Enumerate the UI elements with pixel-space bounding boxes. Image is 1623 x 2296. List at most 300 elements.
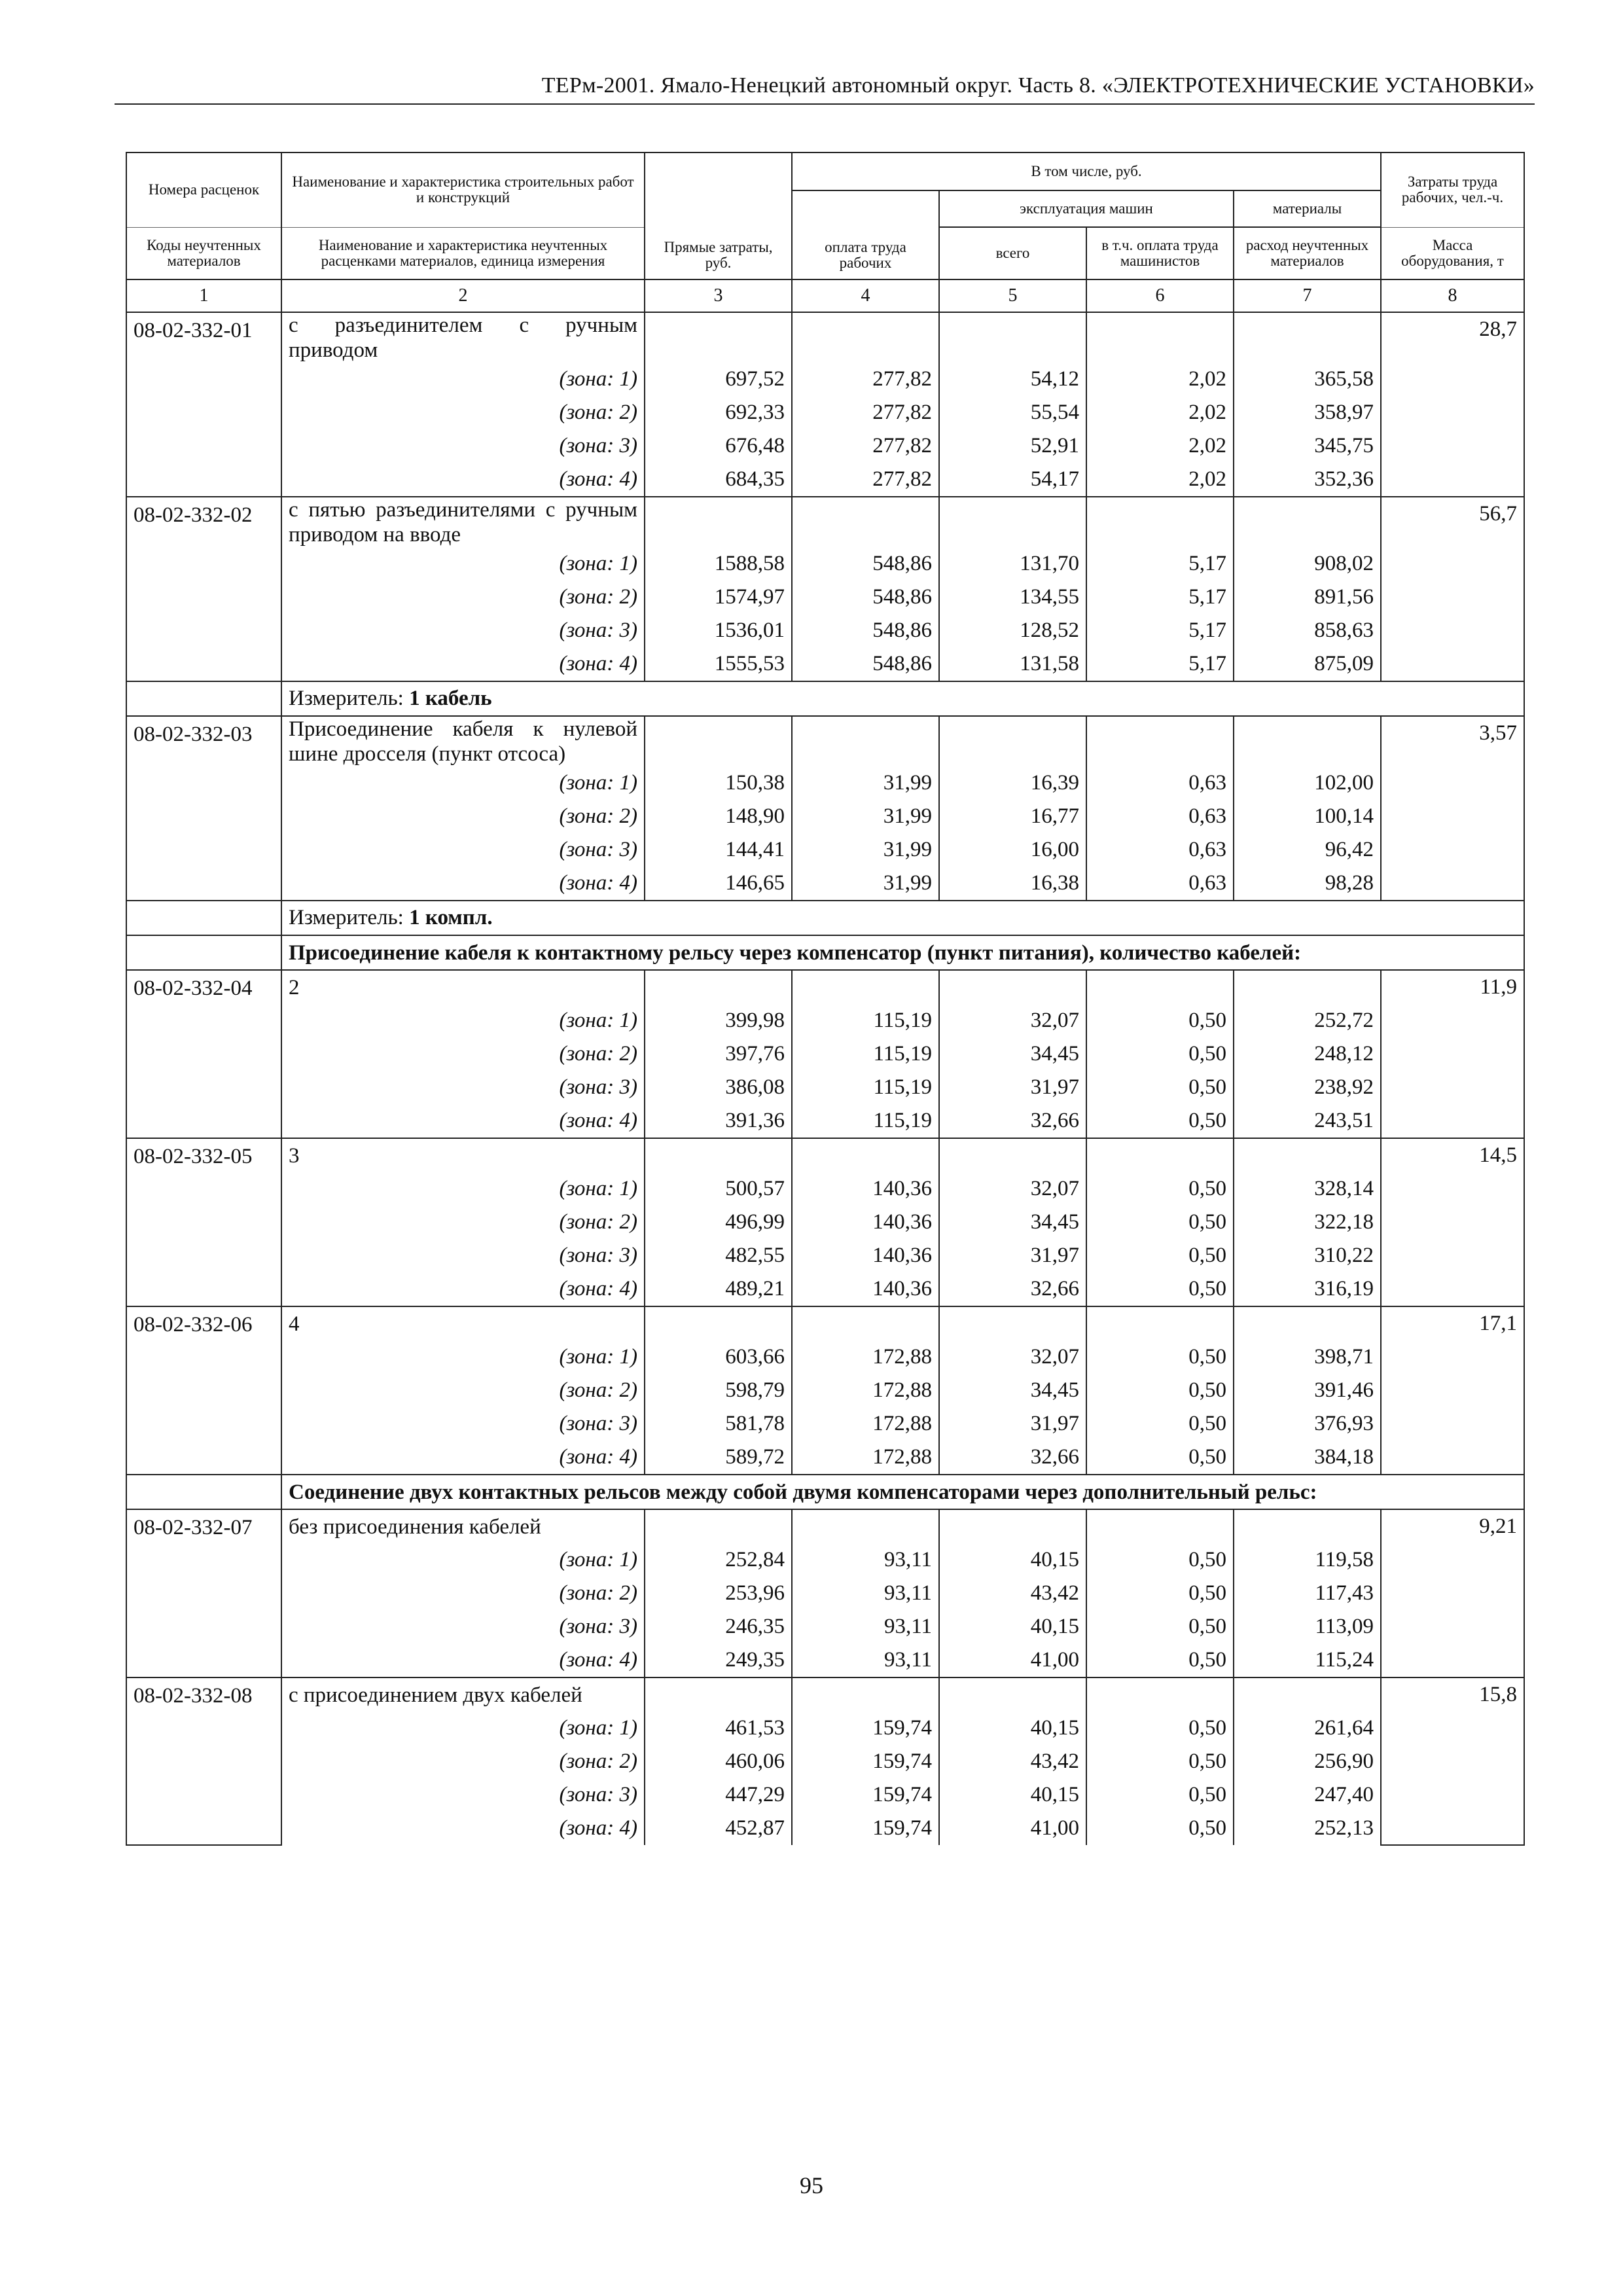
zone-row: [126, 1037, 1524, 1071]
empty-cell: [939, 1509, 1086, 1543]
empty-cell: [792, 497, 939, 547]
zone-value: 253,96: [645, 1577, 792, 1610]
zone-value: 93,11: [792, 1577, 939, 1610]
zone-value: 5,17: [1086, 614, 1234, 647]
zone-value: 676,48: [645, 429, 792, 463]
empty-cell: [1234, 1138, 1381, 1172]
zone-value: 102,00: [1234, 766, 1381, 800]
zone-value: 399,98: [645, 1004, 792, 1037]
zone-value: 34,45: [939, 1206, 1086, 1239]
empty-cell: [645, 312, 792, 363]
zone-value: 598,79: [645, 1374, 792, 1407]
zone-row: [126, 1407, 1524, 1441]
zone-row: [126, 1374, 1524, 1407]
zone-value: 277,82: [792, 363, 939, 396]
rate-mass: 17,1: [1381, 1306, 1524, 1475]
zone-value: 384,18: [1234, 1441, 1381, 1475]
zone-value: 32,07: [939, 1340, 1086, 1374]
empty-cell: [1086, 1677, 1234, 1712]
zone-row: [126, 1239, 1524, 1272]
rate-title: 2: [281, 970, 645, 1004]
meter-value: 1 компл.: [409, 906, 493, 929]
zone-value: 54,17: [939, 463, 1086, 497]
header-col1-bottom: Коды неучтенных материалов: [126, 227, 281, 279]
zone-value: 43,42: [939, 1577, 1086, 1610]
column-number: 1: [126, 279, 281, 312]
zone-value: 117,43: [1234, 1577, 1381, 1610]
zone-value: 391,46: [1234, 1374, 1381, 1407]
rate-title-row: [126, 497, 1524, 547]
zone-value: 500,57: [645, 1172, 792, 1206]
rate-mass: 11,9: [1381, 970, 1524, 1138]
zone-row: [126, 614, 1524, 647]
section-row: [126, 935, 1524, 970]
meter-row: [126, 681, 1524, 716]
meter-cell: [281, 681, 1524, 716]
zone-value: 0,50: [1086, 1071, 1234, 1104]
rate-code: 08-02-332-02: [126, 497, 281, 681]
rate-code: 08-02-332-03: [126, 716, 281, 901]
zone-row: [126, 1172, 1524, 1206]
rate-mass: 15,8: [1381, 1677, 1524, 1845]
empty-cell: [792, 970, 939, 1004]
zone-label: (зона: 2): [281, 581, 645, 614]
zone-value: 1574,97: [645, 581, 792, 614]
zone-value: 113,09: [1234, 1610, 1381, 1643]
header-materials: материалы: [1234, 190, 1381, 227]
empty-cell: [1234, 716, 1381, 766]
zone-value: 603,66: [645, 1340, 792, 1374]
zone-value: 246,35: [645, 1610, 792, 1643]
zone-value: 397,76: [645, 1037, 792, 1071]
zone-value: 34,45: [939, 1374, 1086, 1407]
zone-value: 692,33: [645, 396, 792, 429]
zone-value: 548,86: [792, 581, 939, 614]
zone-row: [126, 867, 1524, 901]
zone-label: (зона: 3): [281, 614, 645, 647]
zone-value: 5,17: [1086, 647, 1234, 681]
zone-value: 54,12: [939, 363, 1086, 396]
zone-value: 0,50: [1086, 1543, 1234, 1577]
zone-label: (зона: 4): [281, 647, 645, 681]
zone-value: 2,02: [1086, 463, 1234, 497]
zone-value: 148,90: [645, 800, 792, 833]
rate-code: 08-02-332-07: [126, 1509, 281, 1677]
empty-cell: [1234, 970, 1381, 1004]
zone-value: 482,55: [645, 1239, 792, 1272]
meter-row: [126, 901, 1524, 935]
zone-value: 159,74: [792, 1812, 939, 1845]
meter-value: 1 кабель: [409, 687, 492, 710]
empty-cell: [126, 1475, 281, 1509]
header-machines: эксплуатация машин: [939, 190, 1234, 227]
zone-value: 5,17: [1086, 547, 1234, 581]
empty-cell: [1234, 312, 1381, 363]
zone-value: 93,11: [792, 1543, 939, 1577]
zone-value: 172,88: [792, 1407, 939, 1441]
header-including: В том числе, руб.: [792, 152, 1381, 190]
empty-cell: [792, 1677, 939, 1712]
zone-row: [126, 1104, 1524, 1138]
zone-value: 31,97: [939, 1239, 1086, 1272]
zone-value: 0,50: [1086, 1239, 1234, 1272]
zone-value: 40,15: [939, 1778, 1086, 1812]
zone-row: [126, 647, 1524, 681]
zone-value: 115,24: [1234, 1643, 1381, 1677]
zone-value: 16,39: [939, 766, 1086, 800]
zone-value: 0,50: [1086, 1643, 1234, 1677]
rate-title-row: [126, 312, 1524, 363]
zone-value: 248,12: [1234, 1037, 1381, 1071]
zone-row: [126, 1643, 1524, 1677]
column-number: 7: [1234, 279, 1381, 312]
column-number: 3: [645, 279, 792, 312]
empty-cell: [792, 1509, 939, 1543]
zone-value: 252,84: [645, 1543, 792, 1577]
zone-value: 31,99: [792, 800, 939, 833]
empty-cell: [792, 1138, 939, 1172]
zone-value: 0,63: [1086, 800, 1234, 833]
zone-value: 16,00: [939, 833, 1086, 867]
rate-title-row: [126, 1509, 1524, 1543]
header-col2-top: Наименование и характеристика строительных работ и конструкций: [281, 152, 645, 227]
zone-label: (зона: 1): [281, 1004, 645, 1037]
rate-title: Присоединение кабеля к нулевой шине дросселя (пункт отсоса): [281, 716, 645, 766]
zone-value: 172,88: [792, 1340, 939, 1374]
zone-value: 16,77: [939, 800, 1086, 833]
zone-value: 261,64: [1234, 1712, 1381, 1745]
zone-value: 43,42: [939, 1745, 1086, 1778]
zone-label: (зона: 4): [281, 867, 645, 901]
zone-value: 365,58: [1234, 363, 1381, 396]
zone-label: (зона: 4): [281, 1272, 645, 1306]
zone-value: 0,50: [1086, 1206, 1234, 1239]
rate-mass: 56,7: [1381, 497, 1524, 681]
zone-value: 908,02: [1234, 547, 1381, 581]
zone-value: 0,50: [1086, 1407, 1234, 1441]
zone-value: 386,08: [645, 1071, 792, 1104]
zone-value: 115,19: [792, 1104, 939, 1138]
zone-value: 345,75: [1234, 429, 1381, 463]
empty-cell: [645, 716, 792, 766]
empty-cell: [939, 716, 1086, 766]
zone-row: [126, 1610, 1524, 1643]
empty-cell: [1086, 970, 1234, 1004]
zone-row: [126, 1712, 1524, 1745]
zone-label: (зона: 2): [281, 1577, 645, 1610]
zone-value: 31,99: [792, 766, 939, 800]
zone-value: 93,11: [792, 1610, 939, 1643]
zone-value: 0,50: [1086, 1577, 1234, 1610]
zone-value: 100,14: [1234, 800, 1381, 833]
rate-title: с разъединителем с ручным приводом: [281, 312, 645, 363]
zone-value: 128,52: [939, 614, 1086, 647]
zone-value: 32,07: [939, 1004, 1086, 1037]
zone-value: 1536,01: [645, 614, 792, 647]
zone-row: [126, 429, 1524, 463]
zone-value: 277,82: [792, 429, 939, 463]
rate-title: 3: [281, 1138, 645, 1172]
zone-value: 0,50: [1086, 1812, 1234, 1845]
zone-value: 277,82: [792, 463, 939, 497]
empty-cell: [939, 1677, 1086, 1712]
empty-cell: [939, 970, 1086, 1004]
empty-cell: [792, 1306, 939, 1340]
zone-row: [126, 1272, 1524, 1306]
zone-row: [126, 1206, 1524, 1239]
rate-mass: 3,57: [1381, 716, 1524, 901]
zone-value: 32,66: [939, 1104, 1086, 1138]
zone-value: 2,02: [1086, 429, 1234, 463]
rate-title-row: [126, 716, 1524, 766]
running-head: ТЕРм-2001. Ямало-Ненецкий автономный округ. Часть 8. «ЭЛЕКТРОТЕХНИЧЕСКИЕ УСТАНОВКИ»: [115, 73, 1535, 105]
zone-label: (зона: 4): [281, 1441, 645, 1475]
zone-value: 243,51: [1234, 1104, 1381, 1138]
empty-cell: [939, 497, 1086, 547]
zone-value: 496,99: [645, 1206, 792, 1239]
zone-value: 16,38: [939, 867, 1086, 901]
zone-value: 31,97: [939, 1071, 1086, 1104]
zone-value: 140,36: [792, 1206, 939, 1239]
zone-value: 0,50: [1086, 1778, 1234, 1812]
empty-cell: [645, 1677, 792, 1712]
zone-row: [126, 1543, 1524, 1577]
zone-label: (зона: 1): [281, 1340, 645, 1374]
zone-value: 140,36: [792, 1239, 939, 1272]
zone-row: [126, 1812, 1524, 1845]
empty-cell: [1234, 1509, 1381, 1543]
zone-value: 252,72: [1234, 1004, 1381, 1037]
zone-value: 461,53: [645, 1712, 792, 1745]
zone-value: 115,19: [792, 1037, 939, 1071]
zone-value: 398,71: [1234, 1340, 1381, 1374]
zone-value: 98,28: [1234, 867, 1381, 901]
zone-value: 891,56: [1234, 581, 1381, 614]
zone-row: [126, 800, 1524, 833]
zone-label: (зона: 2): [281, 1745, 645, 1778]
zone-value: 316,19: [1234, 1272, 1381, 1306]
header-col3: Прямые затраты, руб.: [645, 152, 792, 279]
empty-cell: [126, 681, 281, 716]
zone-value: 131,70: [939, 547, 1086, 581]
section-heading: Присоединение кабеля к контактному рельсу через компенсатор (пункт питания), количество кабелей:: [281, 935, 1524, 970]
zone-value: 447,29: [645, 1778, 792, 1812]
rate-title: без присоединения кабелей: [281, 1509, 645, 1543]
empty-cell: [126, 901, 281, 935]
zone-row: [126, 833, 1524, 867]
zone-value: 172,88: [792, 1374, 939, 1407]
zone-value: 256,90: [1234, 1745, 1381, 1778]
zone-value: 460,06: [645, 1745, 792, 1778]
zone-value: 875,09: [1234, 647, 1381, 681]
zone-value: 31,99: [792, 867, 939, 901]
zone-value: 548,86: [792, 614, 939, 647]
zone-value: 146,65: [645, 867, 792, 901]
zone-value: 140,36: [792, 1272, 939, 1306]
zone-row: [126, 1340, 1524, 1374]
zone-value: 40,15: [939, 1543, 1086, 1577]
zone-row: [126, 1778, 1524, 1812]
zone-value: 1588,58: [645, 547, 792, 581]
zone-label: (зона: 2): [281, 800, 645, 833]
header-col8-bottom: Масса оборудования, т: [1381, 227, 1524, 279]
zone-row: [126, 547, 1524, 581]
header-col4: оплата труда рабочих: [792, 190, 939, 279]
zone-label: (зона: 3): [281, 1239, 645, 1272]
zone-label: (зона: 2): [281, 1037, 645, 1071]
zone-value: 238,92: [1234, 1071, 1381, 1104]
empty-cell: [126, 935, 281, 970]
zone-value: 134,55: [939, 581, 1086, 614]
column-number: 2: [281, 279, 645, 312]
rate-title: 4: [281, 1306, 645, 1340]
zone-value: 697,52: [645, 363, 792, 396]
zone-label: (зона: 1): [281, 547, 645, 581]
zone-value: 0,50: [1086, 1172, 1234, 1206]
rate-mass: 14,5: [1381, 1138, 1524, 1306]
header-col6: в т.ч. оплата труда машинистов: [1086, 227, 1234, 279]
zone-value: 40,15: [939, 1712, 1086, 1745]
zone-row: [126, 1441, 1524, 1475]
zone-value: 1555,53: [645, 647, 792, 681]
zone-value: 684,35: [645, 463, 792, 497]
zone-value: 589,72: [645, 1441, 792, 1475]
zone-value: 277,82: [792, 396, 939, 429]
zone-value: 0,50: [1086, 1374, 1234, 1407]
zone-value: 0,63: [1086, 833, 1234, 867]
zone-row: [126, 396, 1524, 429]
zone-row: [126, 463, 1524, 497]
header-col5: всего: [939, 227, 1086, 279]
column-number: 4: [792, 279, 939, 312]
zone-value: 144,41: [645, 833, 792, 867]
rate-title-row: [126, 1306, 1524, 1340]
empty-cell: [645, 1138, 792, 1172]
rate-code: 08-02-332-01: [126, 312, 281, 497]
zone-label: (зона: 1): [281, 1712, 645, 1745]
column-number: 5: [939, 279, 1086, 312]
column-number: 8: [1381, 279, 1524, 312]
table-header: [126, 152, 1524, 279]
zone-value: 41,00: [939, 1643, 1086, 1677]
zone-value: 32,66: [939, 1272, 1086, 1306]
zone-value: 376,93: [1234, 1407, 1381, 1441]
zone-value: 352,36: [1234, 463, 1381, 497]
zone-row: [126, 363, 1524, 396]
zone-value: 32,07: [939, 1172, 1086, 1206]
zone-value: 322,18: [1234, 1206, 1381, 1239]
empty-cell: [645, 1306, 792, 1340]
zone-value: 548,86: [792, 647, 939, 681]
rates-table: [126, 152, 1525, 1846]
zone-value: 548,86: [792, 547, 939, 581]
zone-value: 0,50: [1086, 1104, 1234, 1138]
zone-row: [126, 1577, 1524, 1610]
zone-label: (зона: 3): [281, 429, 645, 463]
zone-value: 310,22: [1234, 1239, 1381, 1272]
zone-value: 159,74: [792, 1778, 939, 1812]
zone-label: (зона: 4): [281, 1104, 645, 1138]
header-col2-bottom: Наименование и характеристика неучтенных расценками материалов, единица измерения: [281, 227, 645, 279]
zone-value: 0,50: [1086, 1037, 1234, 1071]
empty-cell: [645, 970, 792, 1004]
zone-value: 328,14: [1234, 1172, 1381, 1206]
zone-value: 0,63: [1086, 867, 1234, 901]
zone-value: 252,13: [1234, 1812, 1381, 1845]
zone-label: (зона: 4): [281, 1643, 645, 1677]
zone-value: 32,66: [939, 1441, 1086, 1475]
zone-value: 0,50: [1086, 1610, 1234, 1643]
zone-value: 249,35: [645, 1643, 792, 1677]
empty-cell: [792, 312, 939, 363]
zone-row: [126, 1745, 1524, 1778]
zone-value: 40,15: [939, 1610, 1086, 1643]
zone-value: 358,97: [1234, 396, 1381, 429]
zone-value: 115,19: [792, 1071, 939, 1104]
column-numbers: [126, 279, 1524, 312]
zone-row: [126, 1071, 1524, 1104]
zone-value: 858,63: [1234, 614, 1381, 647]
header-col1-top: Номера расценок: [126, 152, 281, 227]
meter-prefix: Измеритель:: [289, 687, 410, 710]
zone-label: (зона: 1): [281, 766, 645, 800]
zone-row: [126, 1004, 1524, 1037]
zone-value: 93,11: [792, 1643, 939, 1677]
rate-mass: 28,7: [1381, 312, 1524, 497]
zone-label: (зона: 1): [281, 1172, 645, 1206]
rate-code: 08-02-332-06: [126, 1306, 281, 1475]
zone-label: (зона: 4): [281, 1812, 645, 1845]
zone-row: [126, 766, 1524, 800]
empty-cell: [645, 497, 792, 547]
zone-value: 247,40: [1234, 1778, 1381, 1812]
page-number: 95: [800, 2172, 823, 2198]
zone-value: 0,50: [1086, 1272, 1234, 1306]
empty-cell: [1086, 1306, 1234, 1340]
zone-value: 0,50: [1086, 1712, 1234, 1745]
header-col7: расход неучтенных материалов: [1234, 227, 1381, 279]
empty-cell: [1086, 1138, 1234, 1172]
zone-value: 119,58: [1234, 1543, 1381, 1577]
zone-value: 31,97: [939, 1407, 1086, 1441]
empty-cell: [1234, 1306, 1381, 1340]
header-col8-top: Затраты труда рабочих, чел.-ч.: [1381, 152, 1524, 227]
zone-label: (зона: 1): [281, 363, 645, 396]
zone-value: 115,19: [792, 1004, 939, 1037]
section-row: [126, 1475, 1524, 1509]
column-number: 6: [1086, 279, 1234, 312]
zone-value: 31,99: [792, 833, 939, 867]
rate-title-row: [126, 1677, 1524, 1712]
meter-prefix: Измеритель:: [289, 906, 410, 929]
zone-value: 2,02: [1086, 363, 1234, 396]
zone-value: 52,91: [939, 429, 1086, 463]
zone-value: 489,21: [645, 1272, 792, 1306]
zone-value: 55,54: [939, 396, 1086, 429]
rate-title: с присоединением двух кабелей: [281, 1677, 645, 1712]
zone-label: (зона: 1): [281, 1543, 645, 1577]
rate-title-row: [126, 1138, 1524, 1172]
zone-value: 150,38: [645, 766, 792, 800]
zone-value: 131,58: [939, 647, 1086, 681]
zone-value: 581,78: [645, 1407, 792, 1441]
zone-value: 140,36: [792, 1172, 939, 1206]
rate-title: с пятью разъединителями с ручным приводом на вводе: [281, 497, 645, 547]
rate-code: 08-02-332-05: [126, 1138, 281, 1306]
zone-label: (зона: 3): [281, 1407, 645, 1441]
zone-label: (зона: 3): [281, 833, 645, 867]
zone-value: 0,50: [1086, 1340, 1234, 1374]
